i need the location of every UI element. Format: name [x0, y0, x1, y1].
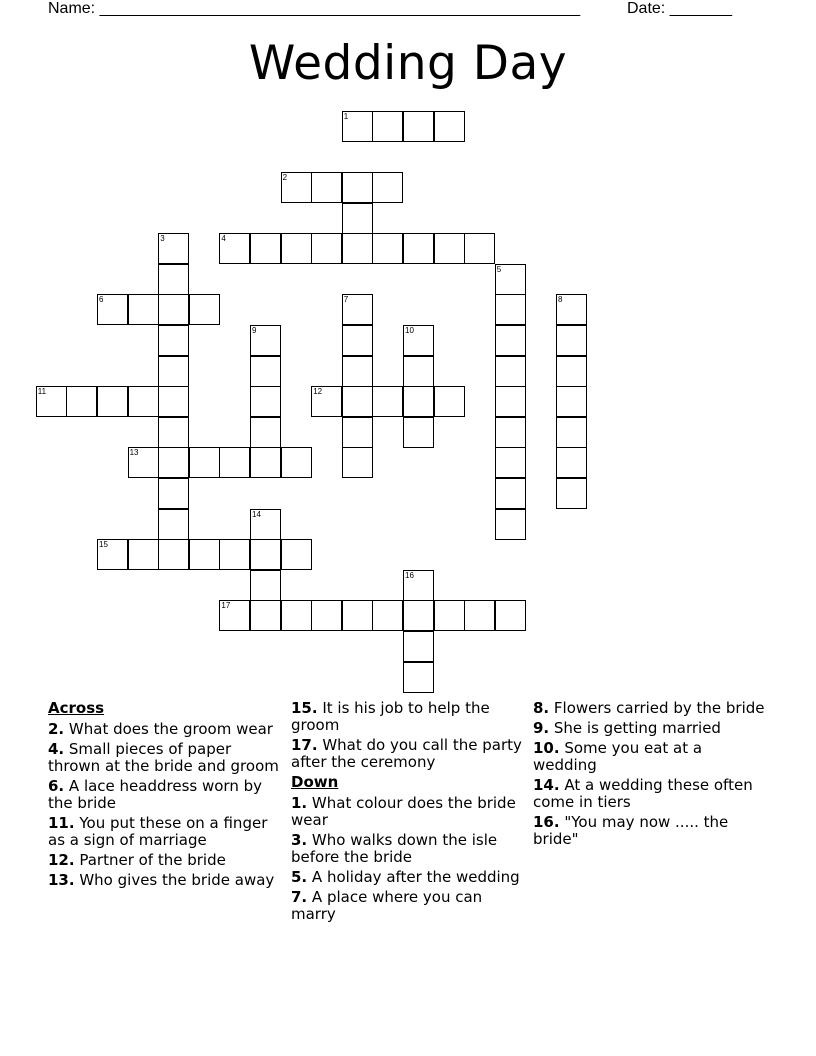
grid-cell[interactable]	[342, 417, 373, 448]
clue-item	[291, 869, 523, 886]
grid-cell[interactable]	[342, 447, 373, 478]
clue-num: 2.	[48, 720, 65, 738]
clue-text: Partner of the bride	[74, 851, 226, 869]
name-field[interactable]: Name: ______________________________________________________	[48, 0, 581, 17]
grid-cell[interactable]	[311, 600, 342, 631]
clue-number: 7	[343, 295, 349, 305]
grid-cell[interactable]	[372, 172, 403, 203]
grid-cell[interactable]	[495, 447, 526, 478]
clue-item	[533, 777, 765, 811]
grid-cell[interactable]	[158, 417, 189, 448]
clue-num: 5.	[291, 868, 308, 886]
clues-column-2	[291, 700, 523, 926]
grid-cell[interactable]	[556, 386, 587, 417]
clue-item	[533, 720, 765, 737]
grid-cell[interactable]	[342, 172, 373, 203]
clue-number: 10	[405, 326, 414, 335]
grid-cell[interactable]	[403, 386, 434, 417]
clue-number: 4	[221, 234, 226, 244]
grid-cell[interactable]	[342, 233, 373, 264]
grid-cell[interactable]	[281, 172, 312, 203]
grid-cell[interactable]	[250, 570, 281, 601]
clue-item	[533, 700, 765, 717]
clue-text: Small pieces of paper thrown at the bride and groom	[48, 740, 279, 775]
grid-cell[interactable]	[342, 294, 373, 325]
clue-item	[48, 815, 280, 849]
grid-cell[interactable]	[189, 294, 220, 325]
grid-cell[interactable]	[495, 325, 526, 356]
grid-cell[interactable]	[189, 447, 220, 478]
grid-cell[interactable]	[434, 600, 465, 631]
grid-cell[interactable]	[434, 386, 465, 417]
clue-item	[48, 721, 280, 738]
clue-item	[291, 889, 523, 923]
grid-cell[interactable]	[403, 356, 434, 387]
grid-cell[interactable]	[128, 447, 159, 478]
grid-cell[interactable]	[556, 325, 587, 356]
grid-cell[interactable]	[342, 600, 373, 631]
grid-cell[interactable]	[495, 509, 526, 540]
grid-cell[interactable]	[311, 233, 342, 264]
grid-cell[interactable]	[311, 386, 342, 417]
clue-list	[533, 700, 765, 848]
clue-text: A place where you can marry	[291, 888, 483, 923]
clue-item	[291, 795, 523, 829]
grid-cell[interactable]	[128, 294, 159, 325]
clue-text: You put these on a finger as a sign of marriage	[48, 814, 268, 849]
clues-column-3	[533, 700, 765, 851]
grid-cell[interactable]	[128, 386, 159, 417]
clue-item	[291, 832, 523, 866]
clue-num: 13.	[48, 871, 75, 889]
grid-cell[interactable]	[158, 264, 189, 295]
clue-text: What colour does the bride wear	[291, 794, 516, 829]
grid-cell[interactable]	[403, 417, 434, 448]
clue-text: She is getting married	[549, 719, 721, 737]
grid-cell[interactable]	[403, 111, 434, 142]
grid-cell[interactable]	[434, 111, 465, 142]
grid-cell[interactable]	[281, 447, 312, 478]
clue-num: 11.	[48, 814, 75, 832]
clue-number: 11	[37, 387, 47, 397]
grid-cell[interactable]	[372, 600, 403, 631]
grid-cell[interactable]	[97, 294, 128, 325]
grid-cell[interactable]	[281, 233, 312, 264]
clue-list	[291, 700, 523, 771]
grid-cell[interactable]	[372, 233, 403, 264]
clue-num: 4.	[48, 740, 65, 758]
grid-cell[interactable]	[495, 356, 526, 387]
clue-text: Flowers carried by the bride	[549, 699, 765, 717]
date-field[interactable]: Date: _______	[627, 0, 732, 17]
clue-text: At a wedding these often come in tiers	[533, 776, 753, 811]
clue-item	[48, 872, 280, 889]
grid-cell[interactable]	[250, 600, 281, 631]
grid-cell[interactable]	[250, 447, 281, 478]
clue-num: 16.	[533, 813, 560, 831]
clue-item	[48, 741, 280, 775]
grid-cell[interactable]	[250, 356, 281, 387]
grid-cell[interactable]	[281, 539, 312, 570]
clue-list	[48, 721, 280, 889]
grid-cell[interactable]	[97, 539, 128, 570]
grid-cell[interactable]	[495, 478, 526, 509]
clue-num: 17.	[291, 736, 318, 754]
grid-cell[interactable]	[128, 539, 159, 570]
grid-cell[interactable]	[158, 447, 189, 478]
clue-number: 12	[313, 387, 323, 397]
clue-num: 6.	[48, 777, 65, 795]
grid-cell[interactable]	[464, 600, 495, 631]
clue-item	[533, 740, 765, 774]
clue-number: 5	[496, 264, 502, 274]
clue-num: 8.	[533, 699, 550, 717]
clue-num: 10.	[533, 739, 560, 757]
clue-number: 16	[405, 570, 414, 580]
clue-list	[291, 795, 523, 923]
grid-cell[interactable]	[158, 478, 189, 509]
clue-number: 6	[99, 295, 104, 305]
clue-text: It is his job to help the groom	[291, 699, 490, 734]
grid-cell[interactable]	[97, 386, 128, 417]
grid-cell[interactable]	[464, 233, 495, 264]
clue-text: Who walks down the isle before the bride	[291, 831, 498, 866]
clue-text: Some you eat at a wedding	[533, 739, 703, 774]
grid-cell[interactable]	[250, 509, 281, 540]
grid-cell[interactable]	[250, 233, 281, 264]
clue-num: 12.	[48, 851, 75, 869]
grid-cell[interactable]	[556, 478, 587, 509]
grid-cell[interactable]	[250, 539, 281, 570]
clue-item	[48, 852, 280, 869]
clue-number: 15	[99, 540, 108, 550]
grid-cell[interactable]	[158, 356, 189, 387]
grid-cell[interactable]	[189, 539, 220, 570]
clue-text: Who gives the bride away	[74, 871, 275, 889]
grid-cell[interactable]	[342, 356, 373, 387]
across-heading: Across	[48, 699, 105, 717]
clue-item	[48, 778, 280, 812]
clue-text: "You may now ..... the bride"	[533, 813, 729, 848]
grid-cell[interactable]	[403, 570, 434, 601]
grid-cell[interactable]	[158, 539, 189, 570]
clue-item	[291, 700, 523, 734]
clue-item	[291, 737, 523, 771]
grid-cell[interactable]	[66, 386, 97, 417]
clue-number: 1	[343, 111, 349, 121]
clue-number: 3	[160, 234, 165, 244]
clue-num: 14.	[533, 776, 560, 794]
down-heading: Down	[291, 773, 339, 791]
grid-cell[interactable]	[342, 386, 373, 417]
clue-text: What do you call the party after the ceremony	[291, 736, 522, 771]
grid-cell[interactable]	[403, 233, 434, 264]
grid-cell[interactable]	[495, 417, 526, 448]
grid-cell[interactable]	[556, 417, 587, 448]
grid-cell[interactable]	[372, 111, 403, 142]
grid-cell[interactable]	[403, 600, 434, 631]
clue-num: 3.	[291, 831, 308, 849]
clue-number: 14	[252, 509, 261, 519]
grid-cell[interactable]	[342, 203, 373, 234]
page-title: Wedding Day	[248, 36, 568, 91]
grid-cell[interactable]	[342, 111, 373, 142]
grid-cell[interactable]	[219, 539, 250, 570]
grid-cell[interactable]	[556, 294, 587, 325]
grid-cell[interactable]	[219, 600, 250, 631]
clue-num: 15.	[291, 699, 318, 717]
clue-text: A lace headdress worn by the bride	[48, 777, 262, 812]
grid-cell[interactable]	[556, 356, 587, 387]
grid-cell[interactable]	[342, 325, 373, 356]
clues-column-1	[48, 700, 280, 892]
grid-cell[interactable]	[495, 264, 526, 295]
clue-number: 9	[252, 326, 257, 335]
clue-num: 7.	[291, 888, 308, 906]
clue-number: 8	[558, 295, 563, 305]
grid-cell[interactable]	[36, 386, 67, 417]
grid-cell[interactable]	[281, 600, 312, 631]
grid-cell[interactable]	[158, 325, 189, 356]
grid-cell[interactable]	[434, 233, 465, 264]
grid-cell[interactable]	[311, 172, 342, 203]
grid-cell[interactable]	[403, 662, 434, 693]
grid-cell[interactable]	[403, 631, 434, 662]
grid-cell[interactable]	[158, 386, 189, 417]
grid-cell[interactable]	[250, 325, 281, 356]
grid-cell[interactable]	[158, 294, 189, 325]
grid-cell[interactable]	[158, 233, 189, 264]
grid-cell[interactable]	[250, 417, 281, 448]
grid-cell[interactable]	[403, 325, 434, 356]
grid-cell[interactable]	[556, 447, 587, 478]
clue-text: A holiday after the wedding	[307, 868, 520, 886]
grid-cell[interactable]	[372, 386, 403, 417]
clue-number: 2	[282, 173, 288, 182]
clue-number: 13	[129, 448, 139, 458]
grid-cell[interactable]	[219, 447, 250, 478]
grid-cell[interactable]	[495, 386, 526, 417]
grid-cell[interactable]	[250, 386, 281, 417]
clue-text: What does the groom wear	[64, 720, 273, 738]
clue-num: 9.	[533, 719, 550, 737]
clue-num: 1.	[291, 794, 308, 812]
clue-number: 17	[221, 601, 231, 611]
grid-cell[interactable]	[495, 600, 526, 631]
grid-cell[interactable]	[495, 294, 526, 325]
grid-cell[interactable]	[219, 233, 250, 264]
grid-cell[interactable]	[158, 509, 189, 540]
clue-item	[533, 814, 765, 848]
